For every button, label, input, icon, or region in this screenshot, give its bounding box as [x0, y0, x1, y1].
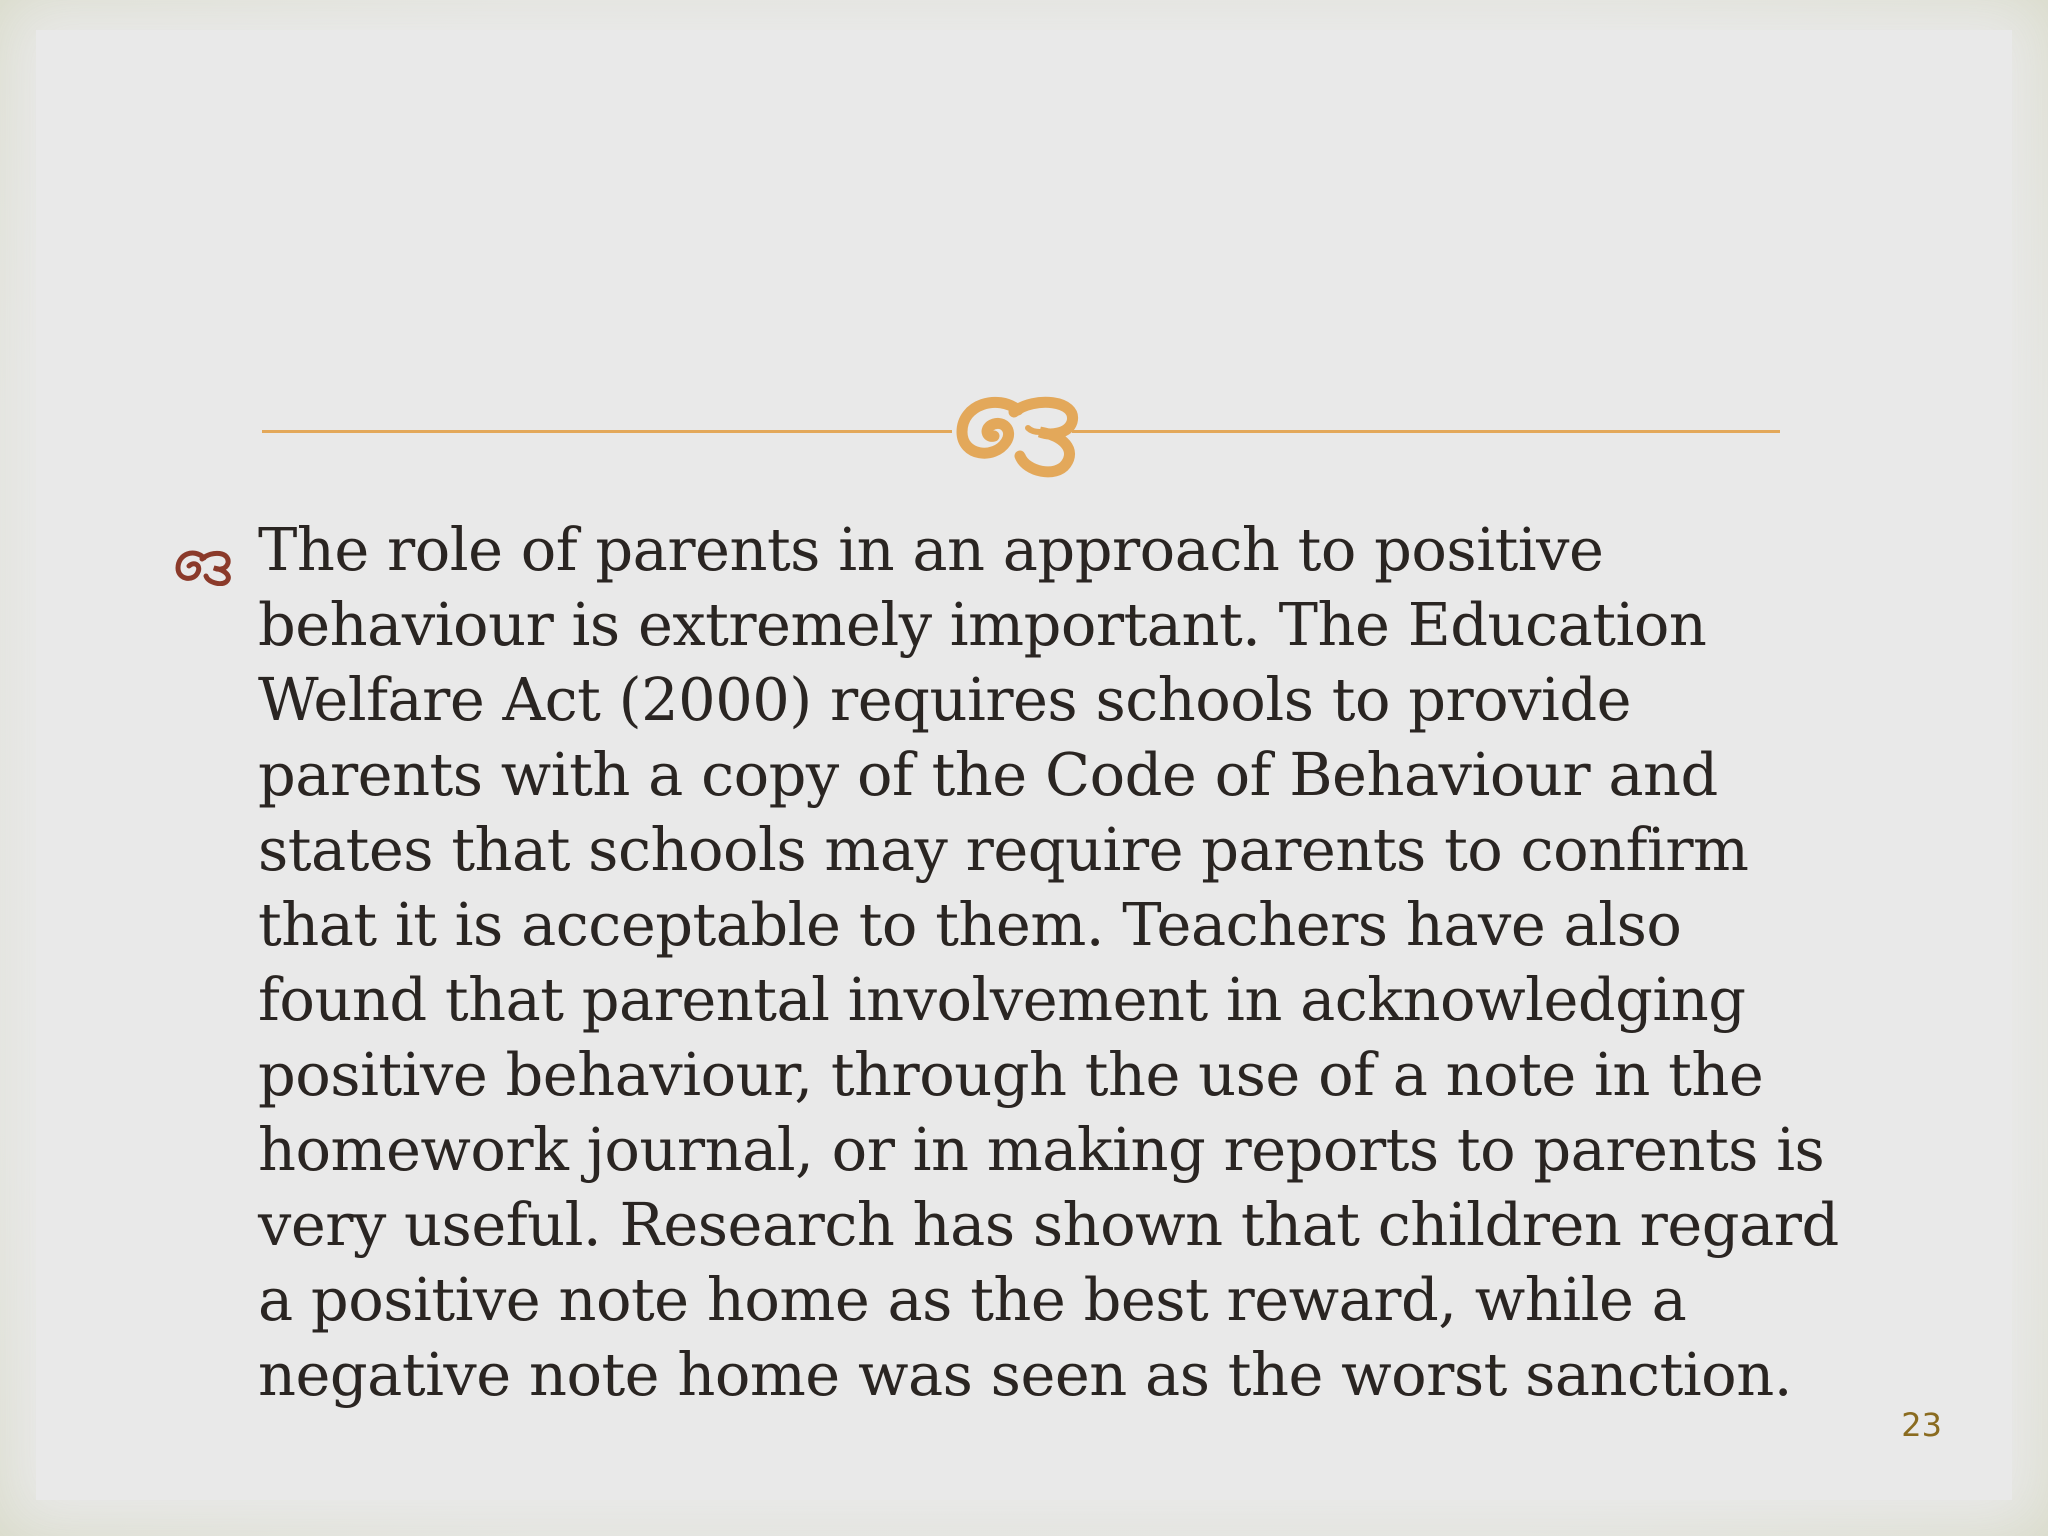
bullet-text: The role of parents in an approach to positive behaviour is extremely important. The Education Welfare Act (2000) requires schools to provide parents with a copy of the Code of Behaviour and states that schools may require parents to confirm that it is acceptable to them. Teachers have also found that parental involvement in acknowledging positive behaviour, through the use of a note in the homework journal, or in making reports to parents is very useful. Research has shown that children regard a positive note home as the best reward, while a negative note home was seen as the worst sanction.	[258, 515, 1839, 1409]
scroll-bullet-icon	[174, 546, 236, 586]
divider-line-right	[1072, 430, 1780, 433]
page-number: 23	[1901, 1406, 1942, 1444]
divider-line-left	[262, 430, 952, 433]
scroll-flourish-icon	[948, 382, 1098, 482]
